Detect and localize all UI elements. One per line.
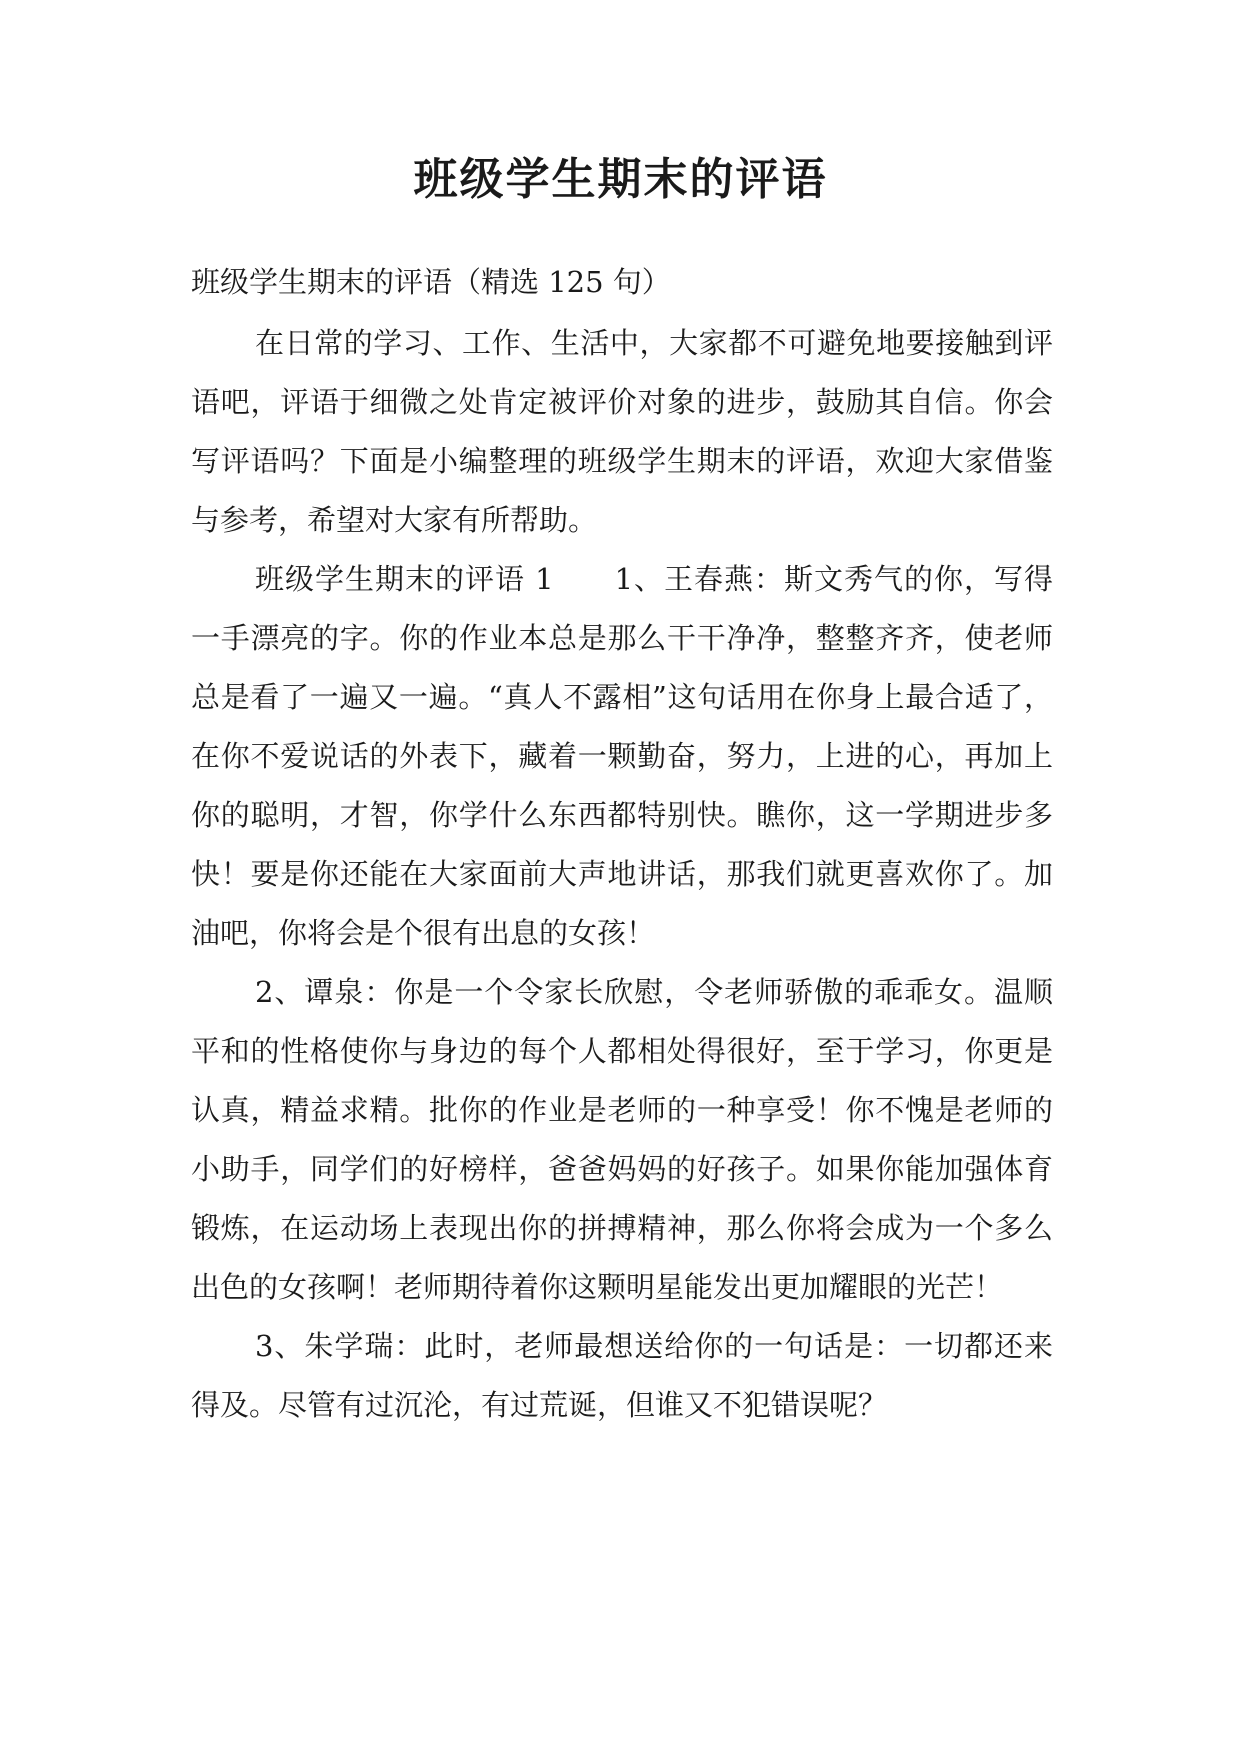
comment-paragraph-3: 3、朱学瑞：此时，老师最想送给你的一句话是：一切都还来得及。尽管有过沉沦，有过荒诞，但谁又不犯错误呢？	[191, 1329, 1053, 1422]
comment-paragraph-1: 班级学生期末的评语 1 1、王春燕：斯文秀气的你，写得一手漂亮的字。你的作业本总是那么干干净净，整整齐齐，使老师总是看了一遍又一遍。“真人不露相”这句话用在你身上最合适了，在你不爱说话的外表下，藏着一颗勤奋，努力，上进的心，再加上你的聪明，才智，你学什么东西都特别快。瞧你，这一学期进步多快！要是你还能在大家面前大声地讲话，那我们就更喜欢你了。加油吧，你将会是个很有出息的女孩！	[191, 562, 1053, 950]
document-title: 班级学生期末的评语	[413, 154, 828, 205]
document-body	[191, 253, 1053, 1435]
comment-paragraph-2: 2、谭泉：你是一个令家长欣慰，令老师骄傲的乖乖女。温顺平和的性格使你与身边的每个人都相处得很好，至于学习，你更是认真，精益求精。批你的作业是老师的一种享受！你不愧是老师的小助手，同学们的好榜样，爸爸妈妈的好孩子。如果你能加强体育锻炼，在运动场上表现出你的拼搏精神，那么你将会成为一个多么出色的女孩啊！老师期待着你这颗明星能发出更加耀眼的光芒！	[191, 975, 1053, 1304]
intro-paragraph: 在日常的学习、工作、生活中，大家都不可避免地要接触到评语吧，评语于细微之处肯定被评价对象的进步，鼓励其自信。你会写评语吗？下面是小编整理的班级学生期末的评语，欢迎大家借鉴与参考，希望对大家有所帮助。	[191, 326, 1053, 537]
document-subtitle: 班级学生期末的评语（精选 125 句）	[191, 265, 671, 299]
